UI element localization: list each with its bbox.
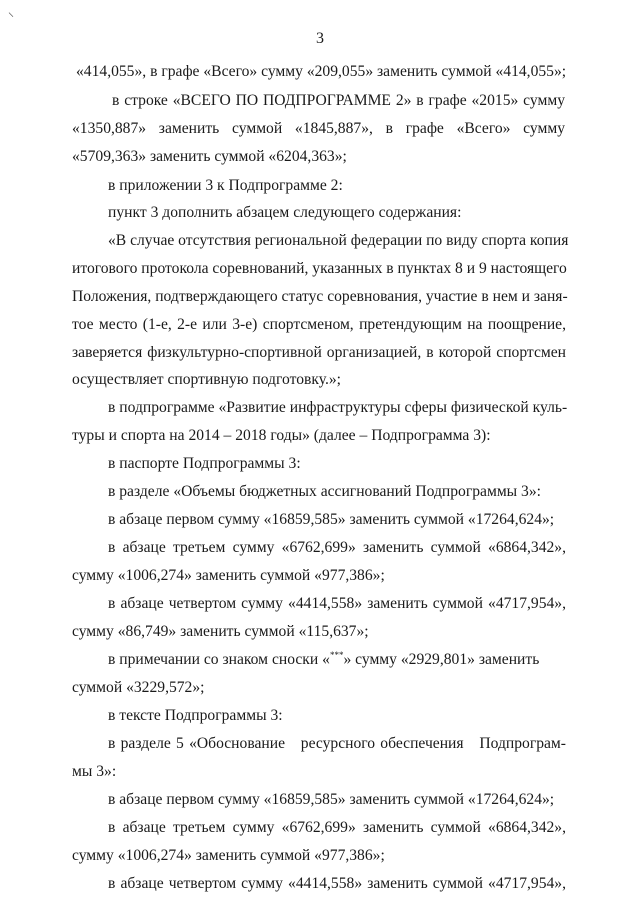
text-line (0, 566, 640, 586)
text-line-content: в абзаце первом сумму «16859,585» заменить суммой «17264,624»; (108, 511, 555, 528)
text-line-content: «1350,887» заменить суммой «1845,887», в графе «Всего» сумму (72, 120, 565, 137)
text-line-content: в абзаце четвертом сумму «4414,558» заменить суммой «4717,954», (108, 875, 566, 892)
text-line-content: в строке «ВСЕГО ПО ПОДПРОГРАММЕ 2» в графе «2015» сумму (112, 92, 565, 109)
text-line-content: в абзаце третьем сумму «6762,699» заменить суммой «6864,342», (108, 819, 566, 836)
text-line-content: в подпрограмме «Развитие инфраструктуры сферы физической куль- (108, 399, 568, 416)
text-line-content: пункт 3 дополнить абзацем следующего содержания: (108, 204, 462, 221)
text-line (0, 650, 640, 670)
text-line (0, 790, 640, 810)
text-line-content: сумму «1006,274» заменить суммой «977,386»; (72, 567, 385, 584)
text-line (0, 91, 640, 111)
text-line (0, 594, 640, 614)
footnote-line-end: » сумму «2929,801» заменить (343, 651, 540, 668)
text-line-content: «В случае отсутствия региональной федерации по виду спорта копия (108, 232, 569, 249)
text-line (0, 426, 640, 446)
text-line (0, 147, 640, 167)
text-line-content: в абзаце четвертом сумму «4414,558» заменить суммой «4717,954», (108, 595, 566, 612)
text-line-content: в разделе 5 «Обоснование ресурсного обеспечения Подпрограм- (108, 735, 566, 752)
text-line (0, 622, 640, 642)
text-line (0, 678, 640, 698)
footnote-line-start: в примечании со знаком сноски « (108, 651, 330, 668)
text-line-content: сумму «86,749» заменить суммой «115,637»; (72, 623, 369, 640)
text-line-content: «5709,363» заменить суммой «6204,363»; (72, 148, 347, 165)
text-line-content: сумму «1006,274» заменить суммой «977,386»; (72, 847, 385, 864)
text-line (0, 343, 640, 363)
text-line (0, 734, 640, 754)
text-line (0, 706, 640, 726)
text-line-content: туры и спорта на 2014 – 2018 годы» (далее – Подпрограмма 3): (72, 427, 491, 444)
text-line (0, 846, 640, 866)
text-line-content: в разделе «Объемы бюджетных ассигнований Подпрограммы 3»: (108, 483, 541, 500)
text-line (0, 259, 640, 279)
text-line (0, 454, 640, 474)
text-line (0, 315, 640, 335)
text-line-content: «414,055», в графе «Всего» сумму «209,055» заменить суммой «414,055»; (76, 63, 567, 80)
text-line (0, 482, 640, 502)
text-line (0, 510, 640, 530)
text-line-content: осуществляет спортивную подготовку.»; (72, 371, 341, 388)
text-line-content: в абзаце третьем сумму «6762,699» заменить суммой «6864,342», (108, 539, 566, 556)
text-line (0, 818, 640, 838)
text-line-content: заверяется физкультурно-спортивной организацией, в которой спортсмен (72, 344, 566, 361)
text-line (0, 538, 640, 558)
footnote-asterisks: *** (329, 649, 344, 660)
text-line (0, 398, 640, 418)
text-line-content (108, 650, 566, 670)
text-line (0, 62, 640, 82)
text-line (0, 762, 640, 782)
text-line (0, 231, 640, 251)
text-line-content: в паспорте Подпрограммы 3: (108, 455, 301, 472)
text-line (0, 874, 640, 894)
text-line (0, 176, 640, 196)
text-line-content: итогового протокола соревнований, указанных в пунктах 8 и 9 настоящего (72, 260, 567, 277)
text-line-content: тое место (1-е, 2-е или 3-е) спортсменом, претендующим на поощрение, (72, 316, 566, 333)
text-line (0, 287, 640, 307)
text-line-content: в приложении 3 к Подпрограмме 2: (108, 177, 343, 194)
corner-mark: ⸌ (8, 10, 15, 24)
text-line-content: Положения, подтверждающего статус соревнования, участие в нем и заня- (72, 288, 568, 305)
text-line-content: в тексте Подпрограммы 3: (108, 707, 283, 724)
text-line (0, 119, 640, 139)
text-line (0, 203, 640, 223)
text-line-content: в абзаце первом сумму «16859,585» заменить суммой «17264,624»; (108, 791, 555, 808)
text-line-content: мы 3»: (72, 763, 117, 780)
text-line-content: суммой «3229,572»; (72, 679, 205, 696)
text-line (0, 370, 640, 390)
page-number: 3 (316, 30, 324, 47)
